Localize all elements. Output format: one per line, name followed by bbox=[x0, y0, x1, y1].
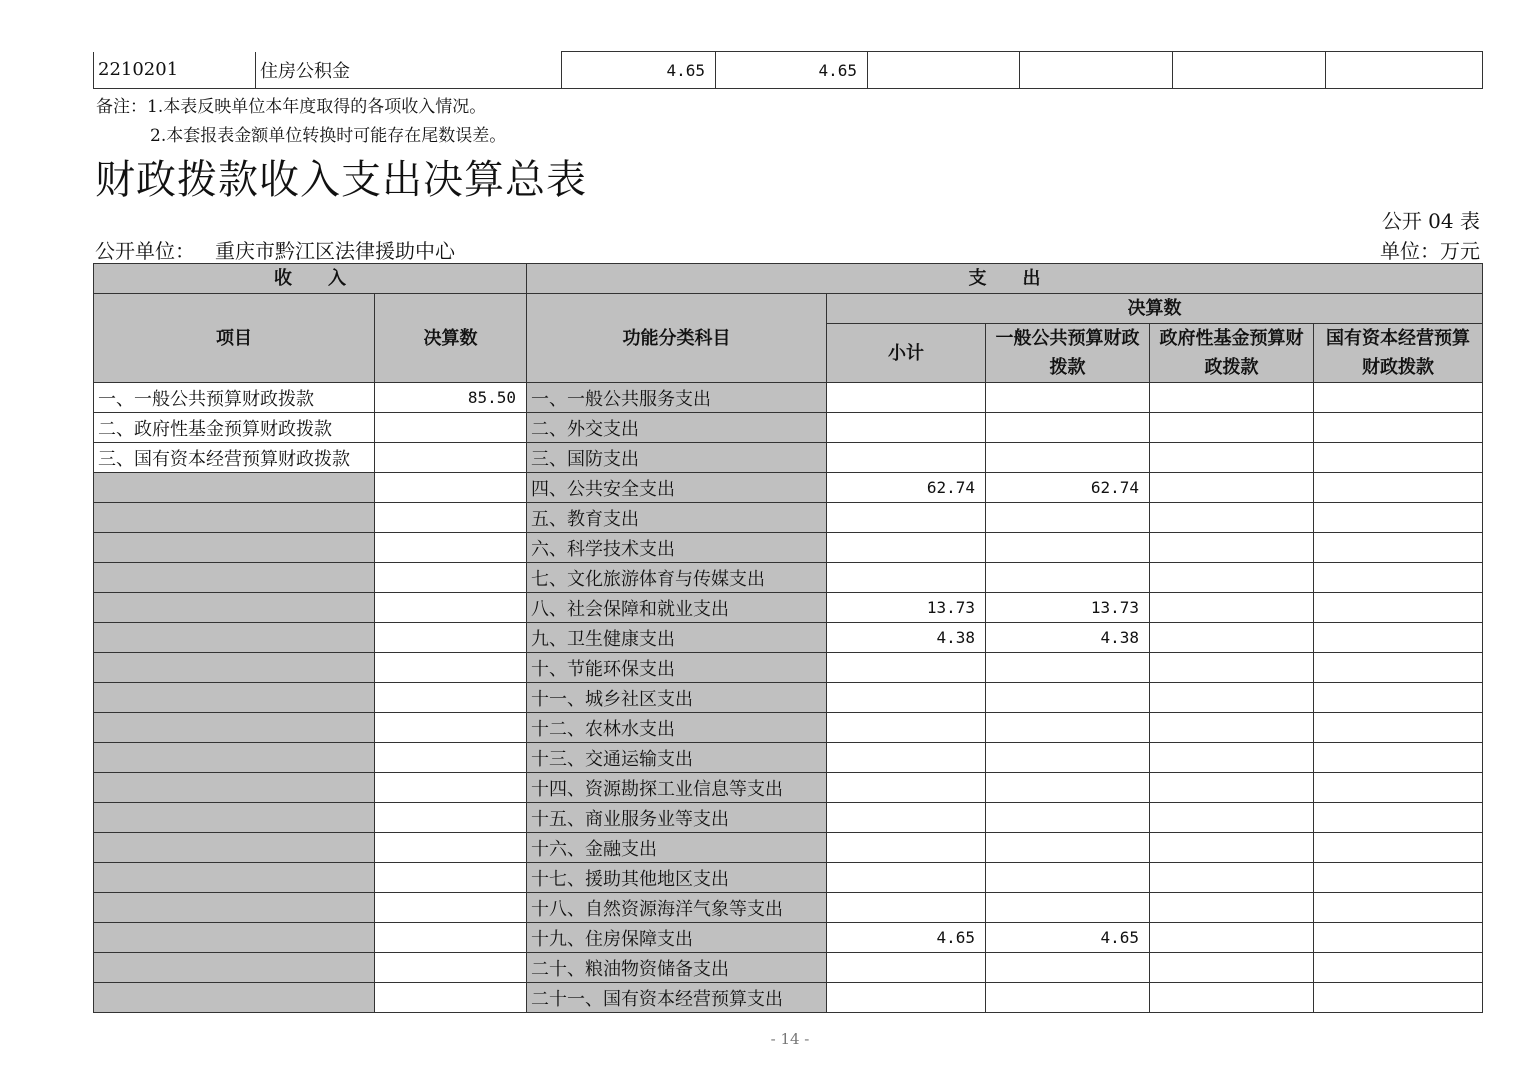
income-item-cell bbox=[94, 743, 375, 773]
income-item-cell bbox=[94, 893, 375, 923]
prev-row-code: 2210201 bbox=[94, 52, 256, 89]
general-cell bbox=[986, 683, 1150, 713]
state-capital-cell bbox=[1314, 623, 1483, 653]
category-cell: 二十一、国有资本经营预算支出 bbox=[527, 983, 827, 1013]
general-cell bbox=[986, 653, 1150, 683]
fund-cell bbox=[1150, 473, 1314, 503]
income-item-cell bbox=[94, 623, 375, 653]
state-capital-cell bbox=[1314, 953, 1483, 983]
state-capital-cell bbox=[1314, 833, 1483, 863]
subtotal-cell: 13.73 bbox=[827, 593, 986, 623]
subtotal-cell bbox=[827, 833, 986, 863]
table-row bbox=[94, 593, 1483, 623]
prev-row-value-1: 4.65 bbox=[562, 52, 716, 89]
category-cell: 六、科学技术支出 bbox=[527, 533, 827, 563]
income-amount-cell bbox=[375, 593, 527, 623]
table-row bbox=[94, 713, 1483, 743]
table-row bbox=[94, 773, 1483, 803]
general-cell: 4.65 bbox=[986, 923, 1150, 953]
income-amount-cell bbox=[375, 713, 527, 743]
item-header: 项目 bbox=[94, 294, 375, 383]
subtotal-cell bbox=[827, 413, 986, 443]
table-code: 公开 04 表 bbox=[1381, 209, 1480, 233]
state-capital-cell bbox=[1314, 563, 1483, 593]
state-capital-cell bbox=[1314, 743, 1483, 773]
income-header: 收 入 bbox=[94, 264, 527, 294]
fund-cell bbox=[1150, 863, 1314, 893]
general-cell bbox=[986, 863, 1150, 893]
table-row bbox=[94, 383, 1483, 413]
general-cell: 13.73 bbox=[986, 593, 1150, 623]
prev-row-value-2: 4.65 bbox=[716, 52, 868, 89]
general-cell bbox=[986, 983, 1150, 1013]
state-capital-cell bbox=[1314, 773, 1483, 803]
table-row bbox=[94, 533, 1483, 563]
category-cell: 九、卫生健康支出 bbox=[527, 623, 827, 653]
fund-cell bbox=[1150, 623, 1314, 653]
state-capital-cell bbox=[1314, 983, 1483, 1013]
table-row bbox=[94, 803, 1483, 833]
state-capital-cell bbox=[1314, 683, 1483, 713]
income-amount-cell bbox=[375, 893, 527, 923]
fund-cell bbox=[1150, 533, 1314, 563]
table-row bbox=[94, 413, 1483, 443]
table-row bbox=[94, 623, 1483, 653]
category-cell: 十八、自然资源海洋气象等支出 bbox=[527, 893, 827, 923]
fund-cell bbox=[1150, 893, 1314, 923]
prev-row-value-6 bbox=[1326, 52, 1483, 89]
income-amount-cell bbox=[375, 743, 527, 773]
prev-row-value-3 bbox=[868, 52, 1020, 89]
unit-name: 重庆市黔江区法律援助中心 bbox=[215, 239, 455, 263]
subtotal-cell bbox=[827, 743, 986, 773]
income-amount-cell bbox=[375, 563, 527, 593]
general-cell bbox=[986, 953, 1150, 983]
general-cell bbox=[986, 443, 1150, 473]
page-number: - 14 - bbox=[770, 1030, 810, 1048]
budget-table bbox=[93, 263, 1483, 1013]
fund-cell bbox=[1150, 713, 1314, 743]
fund-cell bbox=[1150, 653, 1314, 683]
table-row bbox=[94, 833, 1483, 863]
budget-total-header: 决算数 bbox=[827, 294, 1483, 324]
income-amount-cell bbox=[375, 773, 527, 803]
table-row bbox=[94, 563, 1483, 593]
table-row bbox=[94, 683, 1483, 713]
state-capital-cell bbox=[1314, 503, 1483, 533]
general-cell bbox=[986, 893, 1150, 923]
subtotal-cell bbox=[827, 983, 986, 1013]
state-capital-cell bbox=[1314, 383, 1483, 413]
state-capital-cell bbox=[1314, 923, 1483, 953]
fund-cell bbox=[1150, 413, 1314, 443]
state-capital-header: 国有资本经营预算财政拨款 bbox=[1314, 324, 1483, 383]
subtotal-cell bbox=[827, 563, 986, 593]
income-amount-cell bbox=[375, 683, 527, 713]
income-amount-cell bbox=[375, 623, 527, 653]
income-amount-cell bbox=[375, 833, 527, 863]
table-row bbox=[94, 443, 1483, 473]
state-capital-cell bbox=[1314, 863, 1483, 893]
fund-cell bbox=[1150, 443, 1314, 473]
category-cell: 十一、城乡社区支出 bbox=[527, 683, 827, 713]
category-cell: 八、社会保障和就业支出 bbox=[527, 593, 827, 623]
table-row bbox=[94, 503, 1483, 533]
income-amount-cell bbox=[375, 473, 527, 503]
income-item-cell: 三、国有资本经营预算财政拨款 bbox=[94, 443, 375, 473]
income-amount-cell bbox=[375, 953, 527, 983]
category-cell: 四、公共安全支出 bbox=[527, 473, 827, 503]
state-capital-cell bbox=[1314, 803, 1483, 833]
state-capital-cell bbox=[1314, 653, 1483, 683]
income-item-cell bbox=[94, 503, 375, 533]
general-cell bbox=[986, 833, 1150, 863]
income-amount-cell bbox=[375, 443, 527, 473]
page-title: 财政拨款收入支出决算总表 bbox=[95, 157, 587, 203]
category-cell: 三、国防支出 bbox=[527, 443, 827, 473]
table-row bbox=[94, 743, 1483, 773]
table-row bbox=[94, 863, 1483, 893]
category-cell: 十九、住房保障支出 bbox=[527, 923, 827, 953]
state-capital-cell bbox=[1314, 443, 1483, 473]
income-item-cell bbox=[94, 953, 375, 983]
income-amount-cell bbox=[375, 803, 527, 833]
subtotal-cell bbox=[827, 893, 986, 923]
subtotal-cell bbox=[827, 953, 986, 983]
income-amount-cell bbox=[375, 533, 527, 563]
general-cell: 4.38 bbox=[986, 623, 1150, 653]
category-cell: 十六、金融支出 bbox=[527, 833, 827, 863]
subtotal-cell bbox=[827, 383, 986, 413]
general-cell bbox=[986, 533, 1150, 563]
fund-cell bbox=[1150, 563, 1314, 593]
table-body bbox=[94, 383, 1483, 1013]
general-cell bbox=[986, 713, 1150, 743]
income-item-cell bbox=[94, 833, 375, 863]
income-item-cell bbox=[94, 863, 375, 893]
general-cell bbox=[986, 563, 1150, 593]
state-capital-cell bbox=[1314, 713, 1483, 743]
income-item-cell bbox=[94, 533, 375, 563]
subtotal-cell bbox=[827, 503, 986, 533]
category-cell: 七、文化旅游体育与传媒支出 bbox=[527, 563, 827, 593]
category-cell: 十五、商业服务业等支出 bbox=[527, 803, 827, 833]
general-cell bbox=[986, 773, 1150, 803]
note-line-2: 2.本套报表金额单位转换时可能存在尾数误差。 bbox=[150, 126, 507, 146]
income-item-cell: 一、一般公共预算财政拨款 bbox=[94, 383, 375, 413]
income-item-cell bbox=[94, 923, 375, 953]
state-capital-cell bbox=[1314, 413, 1483, 443]
general-cell bbox=[986, 383, 1150, 413]
previous-table-row bbox=[93, 51, 1483, 89]
income-item-cell bbox=[94, 473, 375, 503]
general-cell: 62.74 bbox=[986, 473, 1150, 503]
income-amount-cell bbox=[375, 923, 527, 953]
subtotal-cell bbox=[827, 533, 986, 563]
state-capital-cell bbox=[1314, 593, 1483, 623]
prev-row-value-5 bbox=[1173, 52, 1326, 89]
state-capital-cell bbox=[1314, 473, 1483, 503]
fund-cell bbox=[1150, 803, 1314, 833]
fund-cell bbox=[1150, 383, 1314, 413]
subtotal-cell bbox=[827, 863, 986, 893]
category-cell: 十、节能环保支出 bbox=[527, 653, 827, 683]
subtotal-cell: 62.74 bbox=[827, 473, 986, 503]
table-row bbox=[94, 473, 1483, 503]
subtotal-cell bbox=[827, 773, 986, 803]
table-row bbox=[94, 923, 1483, 953]
subtotal-cell bbox=[827, 713, 986, 743]
subtotal-cell bbox=[827, 683, 986, 713]
category-cell: 十二、农林水支出 bbox=[527, 713, 827, 743]
general-budget-header: 一般公共预算财政拨款 bbox=[986, 324, 1150, 383]
currency-unit: 单位：万元 bbox=[1380, 239, 1480, 263]
subtotal-cell: 4.65 bbox=[827, 923, 986, 953]
category-cell: 十四、资源勘探工业信息等支出 bbox=[527, 773, 827, 803]
fund-budget-header: 政府性基金预算财政拨款 bbox=[1150, 324, 1314, 383]
state-capital-cell bbox=[1314, 893, 1483, 923]
income-item-cell bbox=[94, 983, 375, 1013]
income-amount-cell bbox=[375, 983, 527, 1013]
income-item-cell bbox=[94, 803, 375, 833]
subtotal-cell: 4.38 bbox=[827, 623, 986, 653]
subtotal-cell bbox=[827, 653, 986, 683]
expense-header: 支 出 bbox=[527, 264, 1483, 294]
income-item-cell bbox=[94, 713, 375, 743]
general-cell bbox=[986, 413, 1150, 443]
category-cell: 二、外交支出 bbox=[527, 413, 827, 443]
income-amount-cell bbox=[375, 503, 527, 533]
unit-label: 公开单位： bbox=[95, 239, 195, 263]
general-cell bbox=[986, 503, 1150, 533]
category-cell: 十三、交通运输支出 bbox=[527, 743, 827, 773]
fund-cell bbox=[1150, 833, 1314, 863]
income-item-cell bbox=[94, 683, 375, 713]
table-row bbox=[94, 953, 1483, 983]
fund-cell bbox=[1150, 923, 1314, 953]
category-header: 功能分类科目 bbox=[527, 294, 827, 383]
fund-cell bbox=[1150, 953, 1314, 983]
prev-row-value-4 bbox=[1020, 52, 1173, 89]
table-row bbox=[94, 983, 1483, 1013]
income-amount-cell bbox=[375, 653, 527, 683]
subtotal-header: 小计 bbox=[827, 324, 986, 383]
income-item-cell bbox=[94, 773, 375, 803]
subtotal-cell bbox=[827, 443, 986, 473]
category-cell: 十七、援助其他地区支出 bbox=[527, 863, 827, 893]
fund-cell bbox=[1150, 503, 1314, 533]
category-cell: 五、教育支出 bbox=[527, 503, 827, 533]
amount-header: 决算数 bbox=[375, 294, 527, 383]
category-cell: 一、一般公共服务支出 bbox=[527, 383, 827, 413]
income-item-cell bbox=[94, 563, 375, 593]
subtotal-cell bbox=[827, 803, 986, 833]
income-amount-cell bbox=[375, 413, 527, 443]
income-item-cell bbox=[94, 653, 375, 683]
income-item-cell: 二、政府性基金预算财政拨款 bbox=[94, 413, 375, 443]
table-row bbox=[94, 653, 1483, 683]
fund-cell bbox=[1150, 773, 1314, 803]
prev-row-name: 住房公积金 bbox=[256, 52, 562, 89]
note-line-1: 备注：1.本表反映单位本年度取得的各项收入情况。 bbox=[96, 97, 487, 117]
fund-cell bbox=[1150, 983, 1314, 1013]
general-cell bbox=[986, 743, 1150, 773]
state-capital-cell bbox=[1314, 533, 1483, 563]
fund-cell bbox=[1150, 743, 1314, 773]
income-amount-cell bbox=[375, 863, 527, 893]
table-row bbox=[94, 893, 1483, 923]
general-cell bbox=[986, 803, 1150, 833]
fund-cell bbox=[1150, 593, 1314, 623]
category-cell: 二十、粮油物资储备支出 bbox=[527, 953, 827, 983]
fund-cell bbox=[1150, 683, 1314, 713]
income-amount-cell: 85.50 bbox=[375, 383, 527, 413]
income-item-cell bbox=[94, 593, 375, 623]
